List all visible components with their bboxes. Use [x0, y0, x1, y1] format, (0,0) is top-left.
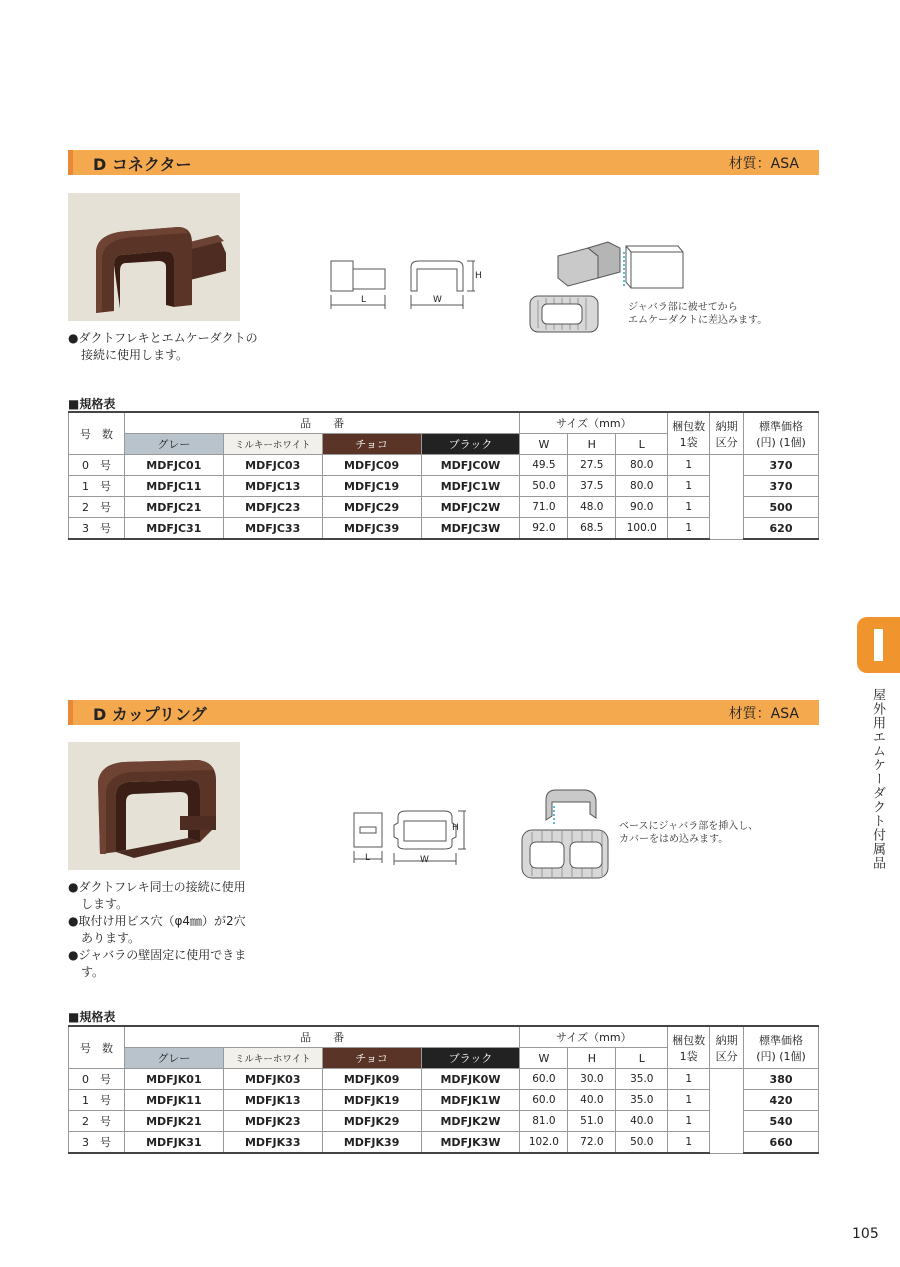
price: 370	[744, 455, 819, 476]
dim-label-l: L	[365, 853, 371, 863]
part-milky-white: MDFJC13	[223, 476, 322, 497]
header-size-no: 号 数	[69, 1026, 125, 1069]
row-no: 2 号	[69, 497, 125, 518]
spec-title: ■規格表	[68, 397, 116, 411]
dim-h: 27.5	[568, 455, 616, 476]
table-row	[69, 497, 819, 518]
price: 540	[744, 1111, 819, 1132]
dim-l: 100.0	[616, 518, 668, 540]
description-item: ●取付け用ビス穴（φ4㎜）が2穴あります。	[68, 914, 246, 945]
table-row	[69, 455, 819, 476]
part-milky-white: MDFJK13	[223, 1090, 322, 1111]
header-dim-w: W	[520, 434, 568, 455]
dim-w: 60.0	[520, 1090, 568, 1111]
side-tab-text: 屋外用エムケーダクト付属品	[870, 688, 885, 870]
dim-l: 80.0	[616, 476, 668, 497]
pack-qty: 1	[668, 497, 710, 518]
part-black: MDFJK3W	[421, 1132, 520, 1154]
dim-w: 71.0	[520, 497, 568, 518]
dim-w: 81.0	[520, 1111, 568, 1132]
dim-h: 51.0	[568, 1111, 616, 1132]
delivery-cell	[710, 1069, 744, 1154]
table-row	[69, 1111, 819, 1132]
side-tab	[857, 617, 900, 673]
part-gray: MDFJK01	[124, 1069, 223, 1090]
part-black: MDFJK0W	[421, 1069, 520, 1090]
dimension-diagram-connector	[325, 255, 485, 315]
dim-label-h: H	[475, 271, 482, 281]
header-dim-l: L	[616, 1048, 668, 1069]
note-line: カバーをはめ込みます。	[619, 834, 729, 845]
price: 660	[744, 1132, 819, 1154]
part-choco: MDFJK19	[322, 1090, 421, 1111]
description-item: ●ダクトフレキとエムケーダクトの接続に使用します。	[68, 331, 258, 362]
part-milky-white: MDFJK03	[223, 1069, 322, 1090]
header-part-no: 品 番	[124, 1026, 520, 1048]
header-color-gray: グレー	[124, 434, 223, 455]
header-price: 標準価格 (円) (1個)	[744, 1026, 819, 1069]
header-color-choco: チョコ	[322, 1048, 421, 1069]
install-diagram-coupling	[520, 786, 615, 886]
pack-qty: 1	[668, 1111, 710, 1132]
spec-table-coupling	[68, 1025, 819, 1154]
part-black: MDFJC3W	[421, 518, 520, 540]
header-dim-w: W	[520, 1048, 568, 1069]
part-gray: MDFJC01	[124, 455, 223, 476]
pack-qty: 1	[668, 1069, 710, 1090]
note-line: エムケーダクトに差込みます。	[628, 315, 768, 326]
dim-l: 35.0	[616, 1090, 668, 1111]
dim-h: 68.5	[568, 518, 616, 540]
part-black: MDFJK1W	[421, 1090, 520, 1111]
description-coupling	[68, 879, 248, 981]
dim-h: 30.0	[568, 1069, 616, 1090]
dim-w: 50.0	[520, 476, 568, 497]
part-choco: MDFJK09	[322, 1069, 421, 1090]
price: 500	[744, 497, 819, 518]
part-choco: MDFJC09	[322, 455, 421, 476]
dim-l: 80.0	[616, 455, 668, 476]
header-size: サイズ（mm）	[520, 1026, 668, 1048]
section-title: D コネクター	[93, 155, 192, 174]
part-black: MDFJC2W	[421, 497, 520, 518]
dim-w: 102.0	[520, 1132, 568, 1154]
product-photo-connector	[68, 193, 240, 321]
material-label: 材質：ASA	[728, 156, 799, 172]
dim-h: 72.0	[568, 1132, 616, 1154]
part-gray: MDFJC21	[124, 497, 223, 518]
header-color-black: ブラック	[421, 1048, 520, 1069]
part-gray: MDFJK21	[124, 1111, 223, 1132]
part-choco: MDFJC39	[322, 518, 421, 540]
row-no: 0 号	[69, 455, 125, 476]
install-note-connector	[628, 301, 767, 327]
row-no: 3 号	[69, 518, 125, 540]
dim-h: 40.0	[568, 1090, 616, 1111]
header-size-no: 号 数	[69, 412, 125, 455]
row-no: 3 号	[69, 1132, 125, 1154]
section-header-connector	[68, 150, 819, 175]
pack-qty: 1	[668, 1132, 710, 1154]
dim-label-h: H	[452, 823, 459, 833]
header-size: サイズ（mm）	[520, 412, 668, 434]
part-black: MDFJK2W	[421, 1111, 520, 1132]
header-pack: 梱包数 1袋	[668, 412, 710, 455]
description-item: ●ダクトフレキ同士の接続に使用します。	[68, 880, 246, 911]
pack-qty: 1	[668, 1090, 710, 1111]
dimension-diagram-coupling	[348, 805, 468, 867]
description-item: ●ジャバラの壁固定に使用できます。	[68, 948, 247, 979]
pack-qty: 1	[668, 476, 710, 497]
pack-qty: 1	[668, 455, 710, 476]
note-line: ジャバラ部に被せてから	[628, 302, 738, 313]
description-connector	[68, 330, 258, 364]
part-gray: MDFJC11	[124, 476, 223, 497]
price: 370	[744, 476, 819, 497]
header-color-choco: チョコ	[322, 434, 421, 455]
dim-label-w: W	[420, 855, 429, 865]
header-delivery: 納期 区分	[710, 412, 744, 455]
section-title: D カップリング	[93, 705, 207, 724]
dim-label-l: L	[361, 295, 367, 305]
note-line: ベースにジャバラ部を挿入し、	[619, 821, 759, 832]
side-tab-letter-icon	[874, 629, 883, 661]
section-header-coupling	[68, 700, 819, 725]
dim-l: 50.0	[616, 1132, 668, 1154]
part-choco: MDFJC29	[322, 497, 421, 518]
product-photo-coupling	[68, 742, 240, 870]
material-label: 材質：ASA	[728, 706, 799, 722]
table-row	[69, 1132, 819, 1154]
header-color-black: ブラック	[421, 434, 520, 455]
header-color-milky-white: ミルキーホワイト	[223, 1048, 322, 1069]
header-color-gray: グレー	[124, 1048, 223, 1069]
price: 380	[744, 1069, 819, 1090]
dim-label-w: W	[433, 295, 442, 305]
spec-table-connector	[68, 411, 819, 540]
page-number: 105	[852, 1226, 879, 1242]
part-choco: MDFJK39	[322, 1132, 421, 1154]
header-color-milky-white: ミルキーホワイト	[223, 434, 322, 455]
part-gray: MDFJC31	[124, 518, 223, 540]
part-black: MDFJC0W	[421, 455, 520, 476]
table-row	[69, 476, 819, 497]
price: 620	[744, 518, 819, 540]
dim-w: 60.0	[520, 1069, 568, 1090]
part-milky-white: MDFJC23	[223, 497, 322, 518]
table-row	[69, 1090, 819, 1111]
row-no: 1 号	[69, 1090, 125, 1111]
header-delivery: 納期 区分	[710, 1026, 744, 1069]
part-black: MDFJC1W	[421, 476, 520, 497]
part-milky-white: MDFJK33	[223, 1132, 322, 1154]
dim-l: 35.0	[616, 1069, 668, 1090]
price: 420	[744, 1090, 819, 1111]
dim-w: 49.5	[520, 455, 568, 476]
part-gray: MDFJK11	[124, 1090, 223, 1111]
header-pack: 梱包数 1袋	[668, 1026, 710, 1069]
part-milky-white: MDFJC03	[223, 455, 322, 476]
delivery-cell	[710, 455, 744, 540]
header-part-no: 品 番	[124, 412, 520, 434]
header-dim-l: L	[616, 434, 668, 455]
row-no: 1 号	[69, 476, 125, 497]
header-dim-h: H	[568, 1048, 616, 1069]
dim-l: 40.0	[616, 1111, 668, 1132]
part-milky-white: MDFJK23	[223, 1111, 322, 1132]
part-gray: MDFJK31	[124, 1132, 223, 1154]
pack-qty: 1	[668, 518, 710, 540]
part-choco: MDFJC19	[322, 476, 421, 497]
row-no: 2 号	[69, 1111, 125, 1132]
dim-w: 92.0	[520, 518, 568, 540]
row-no: 0 号	[69, 1069, 125, 1090]
dim-h: 48.0	[568, 497, 616, 518]
spec-title: ■規格表	[68, 1010, 116, 1024]
header-price: 標準価格 (円) (1個)	[744, 412, 819, 455]
dim-h: 37.5	[568, 476, 616, 497]
part-choco: MDFJK29	[322, 1111, 421, 1132]
table-row	[69, 1069, 819, 1090]
part-milky-white: MDFJC33	[223, 518, 322, 540]
dim-l: 90.0	[616, 497, 668, 518]
header-dim-h: H	[568, 434, 616, 455]
install-note-coupling	[619, 820, 758, 846]
table-row	[69, 518, 819, 540]
